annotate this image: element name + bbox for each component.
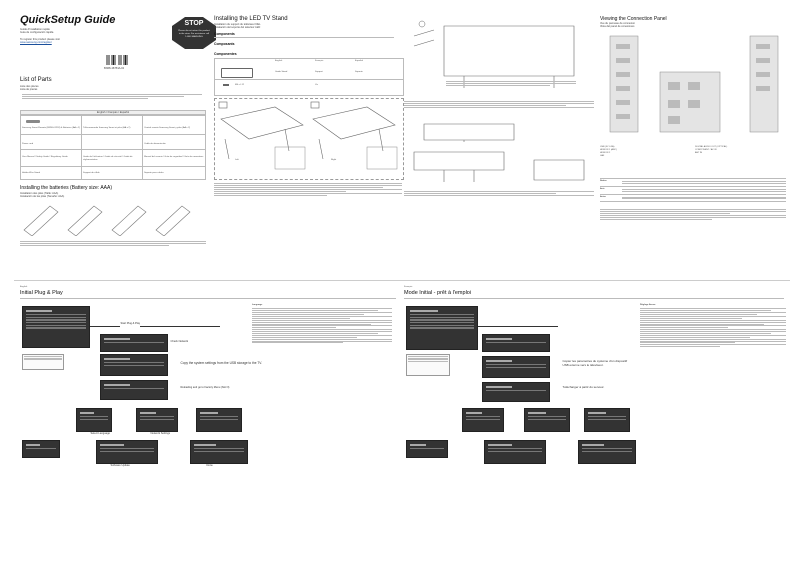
parts-subtitle-es: Lista de piezas [20,88,38,91]
part-remote: Samsung Smart Remote (BN59-01259) & Batteries (AA x 2) [22,127,80,130]
stand-notes [214,182,402,197]
port-list-right [695,146,785,155]
parts-notes [22,93,202,100]
connection-title: Viewing the Connection Panel [600,16,667,22]
subtitle-fr: Guide d'installation rapide [20,28,50,31]
wall-notes [446,80,576,87]
model-code: BN68-15784A-02 [104,67,125,70]
stop-sign [172,17,216,49]
stand-subtitle-fr: Installation du support du téléviseur DEL [214,23,261,26]
row-screw-fr: Vis [315,84,318,86]
screen-language [100,334,168,352]
bullets-en [252,304,392,344]
row-stand: Guide Stand [275,71,288,73]
note-box [22,354,64,370]
parts-table-header: English / Français / Español [20,110,206,115]
screen-start [22,306,90,348]
note-copy-fr: Copier les paramètres du système d'un dispositif USB externe vers le téléviseur. [562,359,628,367]
col-es: Español [355,60,363,62]
flow-arrow-2 [140,326,220,327]
screen-fr-f [578,440,636,464]
port-component: COMPONENT / AV IN [695,149,717,151]
label-update: Software Update [110,464,130,467]
port-ant: ANT IN [695,152,703,154]
label-network: Network Settings [150,432,171,435]
screen-fr-network [482,356,550,378]
holder-notes [404,190,594,197]
parts-subtitle-fr: Liste des pièces [20,85,39,88]
note-factory: Reloading and go to Factory Menu (Not N) [180,386,230,389]
batteries-title: Installing the batteries (Battery size: AAA) [20,185,112,191]
port-usb: USB (5V 0.5A) [600,146,615,148]
part-remote-fr: Télécommande Samsung Smart et piles (AA x 2) [83,127,131,130]
screen-fr-language [482,334,550,352]
row-stand-es: Soporte [355,71,363,73]
screen-e [96,440,158,464]
screen-fr-e [484,440,546,464]
part-holder-fr: Support de câble [83,172,100,175]
remote-icon [26,120,40,123]
row-stand-fr: Support [315,71,323,73]
notice-fr: Avis [600,187,605,190]
section-en: English [20,286,28,288]
notice-en: Notice [600,180,607,182]
port-lan: LAN [600,155,605,157]
screw-icon [223,84,229,86]
components-heading: Components [214,32,235,36]
col-en: English [275,60,283,62]
screen-fr-start [406,306,478,350]
register-text: To register this product please visit [20,38,60,41]
bullets-fr [640,304,786,348]
divider [14,280,790,281]
plug-play-intro-en [20,298,396,299]
part-manuals-es: Manual del usuario / Guía de seguridad / Guía de normativas [144,156,204,159]
notice-block [600,178,786,202]
components-table [214,58,404,96]
label-select-language: Select Language [90,432,110,435]
bullet-heading-fr: Réglage Arrow [640,304,656,306]
screen-fr-d [406,440,448,458]
battery-illustrations [20,200,206,236]
screen-c [196,408,242,432]
note-factory-fr: Télécharger à partir du serveur. [562,386,633,390]
port-hdmi-1: HDMI IN 1 (ARC) [600,149,617,151]
screen-network [100,354,168,376]
battery-notes [20,240,206,247]
stand-subtitle-es: Instalación del soporte del televisor LED [214,26,261,29]
part-power-cord: Power cord [22,143,34,146]
flow-arrow [90,326,120,327]
plug-play-title-fr: Mode Initial - prêt à l'emploi [404,290,472,296]
register-link[interactable]: www.samsung.com/register [20,41,52,44]
col-fr: Français [315,60,324,62]
step-right-label: Right [331,159,337,161]
part-manuals-fr: Guide de l'utilisateur / Guide de sécurité / Guide de réglementation [83,156,133,162]
parts-table [20,110,206,180]
label-check: Check Network [170,340,189,343]
cable-illustration [404,120,594,142]
section-fr: Français [404,286,413,288]
note-box-fr [406,354,450,376]
screen-fr-c [584,408,630,432]
row-screw: M4 x L12 [235,84,244,86]
stop-label: STOP [184,20,204,27]
label-start: Start Plug & Play [120,322,141,325]
screen-f [190,440,248,464]
stand-steps [214,98,404,180]
screen-a [76,408,112,432]
connection-notes [600,208,786,221]
label-finish: Done [206,464,213,467]
screen-d [22,440,60,458]
stop-text: Please do not return this product to the store. For assistance call 1-800-SAMSUNG [178,30,210,38]
barcode [106,55,128,65]
port-optical: DIGITAL AUDIO OUT (OPTICAL) [695,146,728,148]
components-heading-es: Componentes [214,52,237,56]
parts-title: List of Parts [20,77,52,83]
connection-subtitle-fr: Vue du panneau de connexion [600,22,636,25]
stand-title: Installing the LED TV Stand [214,16,288,22]
part-power-cord-es: Cable de alimentación [144,143,166,146]
port-list-left [600,146,688,158]
subtitle-es: Guía de configuración rápida [20,31,54,34]
bullet-heading-en: Language [252,304,263,306]
components-notes [214,37,394,38]
screen-fr-update [482,382,550,402]
part-manuals: User Manual / Safety Guide / Regulatory Guide [22,156,68,159]
step-left-label: Left [235,159,239,161]
page-title: QuickSetup Guide [20,14,116,26]
plug-play-intro-fr [404,298,784,299]
components-heading-fr: Composants [214,42,235,46]
flow-arrow-fr [478,326,558,327]
part-holder: Holder-Wire Stand [22,172,40,175]
wall-notes-2 [404,100,594,109]
screen-b [136,408,178,432]
screen-fr-b [524,408,570,432]
batteries-subtitle-es: Instalación de las pilas (Tamaño: AAA) [20,195,65,198]
part-remote-es: Control remoto Samsung Smart y pilas (AA x 2) [144,127,191,130]
plug-play-title-en: Initial Plug & Play [20,290,63,296]
connection-diagram [600,32,786,140]
note-copy: Copy the system settings from the USB storage to the TV. [180,361,262,365]
stand-icon [221,68,253,78]
connection-subtitle-es: Vista del panel de conexiones [600,25,635,28]
holder-wire-illustration [404,150,594,184]
batteries-subtitle-fr: Installation des piles (Taille: AAA) [20,192,59,195]
part-holder-es: Soporte para cables [144,172,164,175]
port-hdmi-2: HDMI IN 2 [600,152,611,154]
screen-update [100,380,168,400]
screen-fr-a [462,408,504,432]
notice-es: Aviso [600,195,606,198]
